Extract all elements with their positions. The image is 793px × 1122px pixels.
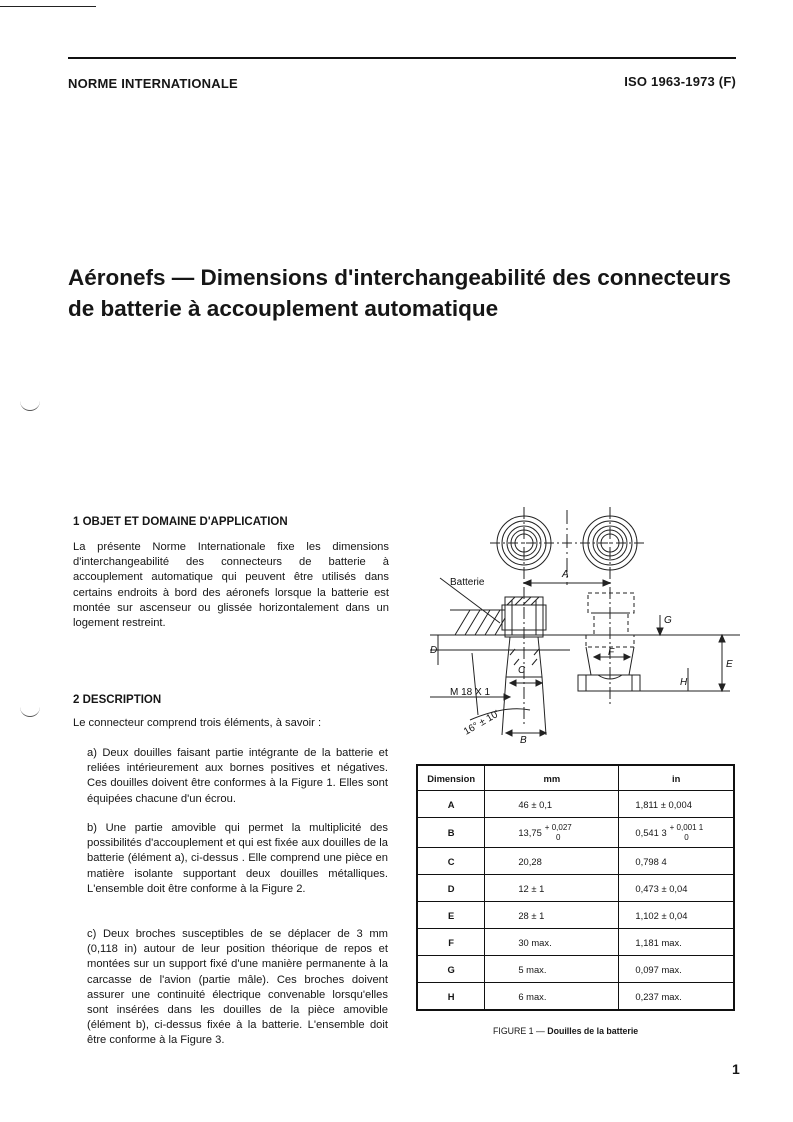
dim-cell: A <box>417 791 485 818</box>
page-number: 1 <box>732 1061 740 1077</box>
document-title <box>68 262 748 324</box>
table-row <box>417 791 734 818</box>
mm-cell: 12 ± 1 <box>485 875 619 902</box>
dim-cell: D <box>417 875 485 902</box>
figure-label-thread: M 18 X 1 <box>450 687 491 698</box>
mm-cell <box>485 818 619 848</box>
list-item: c) Deux broches susceptibles de se déplacer de 3 mm (0,118 in) autour de leur position théorique de repos et montées sur un support fixé d'une manière permanente à la carcasse de l'avion (partie mâle). Ces broches doivent assurer une continuité électrique convenable lorsqu'elles sont insérées dans les douilles de la pièce amovible (élément b), ci-dessus fixée à la batterie. L'ensemble doit être conforme à la Figure 3. <box>87 928 388 1047</box>
figure-label-angle: 16° ± 10' <box>462 708 502 738</box>
table-row <box>417 875 734 902</box>
section-2-heading: 2 DESCRIPTION <box>73 694 162 706</box>
mm-cell: 30 max. <box>485 929 619 956</box>
figure-label-b: B <box>520 735 527 746</box>
punch-mark <box>20 400 40 411</box>
mm-cell: 6 max. <box>485 983 619 1011</box>
table-row <box>417 956 734 983</box>
title-line-1: Aéronefs — Dimensions d'interchangeabilité des connecteurs <box>68 265 732 290</box>
in-tolerance-upper: + 0,001 1 <box>669 822 704 832</box>
header-rule <box>68 57 736 59</box>
dim-cell: C <box>417 848 485 875</box>
table-row <box>417 929 734 956</box>
figure-label-g: G <box>664 615 672 626</box>
section-1-heading: 1 OBJET ET DOMAINE D'APPLICATION <box>73 516 288 528</box>
in-tolerance-lower: 0 <box>684 832 689 842</box>
in-cell: 1,181 max. <box>619 929 734 956</box>
in-cell: 0,798 4 <box>619 848 734 875</box>
figure-label-a: A <box>562 569 569 580</box>
title-line-2: de batterie à accouplement automatique <box>68 296 499 321</box>
mm-cell: 28 ± 1 <box>485 902 619 929</box>
section-1-text: La présente Norme Internationale fixe les dimensions d'interchangeabilité des connecteurs de batterie à accouplement automatique qui peuvent être utilisés dans certains endroits à bord des aéronefs lorsque la batterie est montée sur ascenseur ou glissée horizontalement dans un logement restreint. <box>73 541 389 630</box>
dim-cell: G <box>417 956 485 983</box>
in-cell: 1,102 ± 0,04 <box>619 902 734 929</box>
figure-label-e: E <box>726 659 733 670</box>
figure-label-f: F <box>608 647 615 658</box>
in-value: 0,541 3 <box>635 827 667 838</box>
mm-cell: 20,28 <box>485 848 619 875</box>
top-rule <box>0 6 96 7</box>
list-item: b) Une partie amovible qui permet la multiplicité des possibilités d'accouplement et qui est fixée aux douilles de la batterie (élément a), ci-dessus . Elle comprend une pièce en matière isolante supportant deux douilles métalliques. L'ensemble doit être conforme à la Figure 2. <box>87 822 388 895</box>
column-header: mm <box>485 765 619 791</box>
figure-label-d: D <box>430 645 438 656</box>
figure-caption <box>493 1026 638 1036</box>
list-item: a) Deux douilles faisant partie intégrante de la batterie et reliées intérieurement aux bornes positives et négatives. Ces douilles doivent être conformes à la Figure 1. Elles sont équipées chacune d'un écrou. <box>87 747 388 805</box>
figure-label-c: C <box>518 665 526 676</box>
table-row <box>417 848 734 875</box>
table-row <box>417 983 734 1011</box>
punch-mark <box>20 706 40 717</box>
mm-cell: 46 ± 0,1 <box>485 791 619 818</box>
mm-tolerance-lower: 0 <box>556 832 561 842</box>
caption-prefix: FIGURE 1 — <box>493 1026 548 1036</box>
header-standard-label: NORME INTERNATIONALE <box>68 76 238 91</box>
dim-cell: E <box>417 902 485 929</box>
figure-1-drawing <box>410 505 745 755</box>
figure-label-batterie: Batterie <box>450 577 485 588</box>
table-row <box>417 818 734 848</box>
column-header: Dimension <box>417 765 485 791</box>
mm-tolerance-upper: + 0,027 <box>544 822 572 832</box>
mm-value: 13,75 <box>518 827 542 838</box>
figure-label-h: H <box>680 677 688 688</box>
in-cell: 0,097 max. <box>619 956 734 983</box>
in-cell <box>619 818 734 848</box>
in-cell: 1,811 ± 0,004 <box>619 791 734 818</box>
mm-cell: 5 max. <box>485 956 619 983</box>
dim-cell: H <box>417 983 485 1011</box>
caption-title: Douilles de la batterie <box>547 1026 639 1036</box>
table-row <box>417 902 734 929</box>
nut <box>578 675 640 691</box>
dim-cell: F <box>417 929 485 956</box>
in-cell: 0,237 max. <box>619 983 734 1011</box>
table-header-row <box>417 765 734 791</box>
dim-cell: B <box>417 818 485 848</box>
dimensions-table <box>416 764 735 1011</box>
in-cell: 0,473 ± 0,04 <box>619 875 734 902</box>
column-header: in <box>619 765 734 791</box>
header-reference: ISO 1963-1973 (F) <box>624 74 736 89</box>
section-2-intro: Le connecteur comprend trois éléments, à savoir : <box>73 717 322 729</box>
